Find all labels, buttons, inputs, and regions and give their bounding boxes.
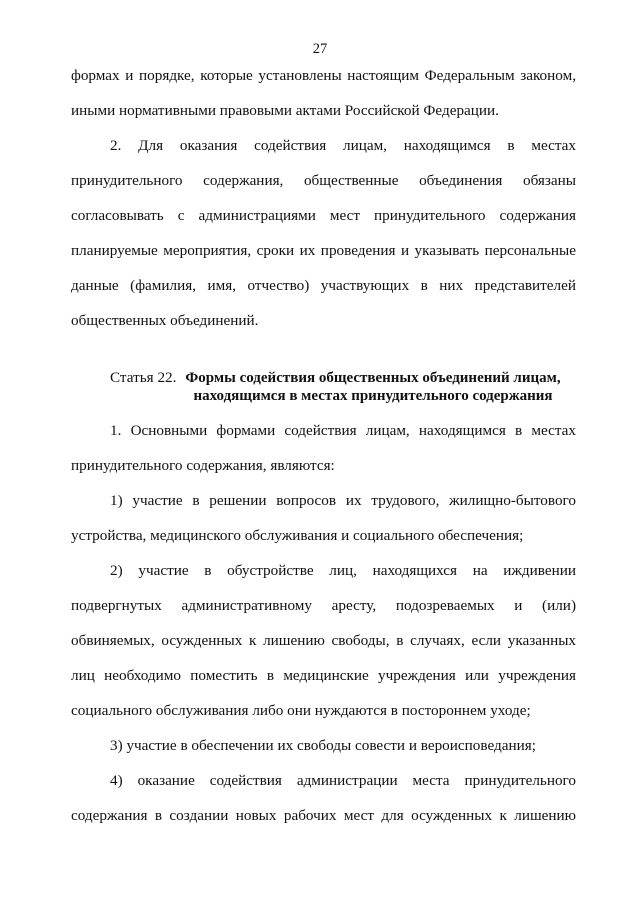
text-line: устройства, медицинского обслуживания и социального обеспечения;	[71, 527, 524, 544]
text-line: подвергнутых административному аресту, подозреваемых и (или)	[71, 597, 576, 614]
text-line: формах и порядке, которые установлены настоящим Федеральным законом,	[71, 67, 576, 84]
text-line: 4) оказание содействия администрации места принудительного	[110, 772, 576, 789]
text-line: 1. Основными формами содействия лицам, находящимся в местах	[110, 422, 576, 439]
text-line: данные (фамилия, имя, отчество) участвующих в них представителей	[71, 277, 576, 294]
text-line: обвиняемых, осужденных к лишению свободы, в случаях, если указанных	[71, 632, 576, 649]
text-line: лиц необходимо поместить в медицинские учреждения или учреждения	[71, 667, 576, 684]
text-line: согласовывать с администрациями мест принудительного содержания	[71, 207, 576, 224]
text-line: 2) участие в обустройстве лиц, находящихся на иждивении	[110, 562, 576, 579]
text-line: планируемые мероприятия, сроки их проведения и указывать персональные	[71, 242, 576, 259]
text-line: принудительного содержания, общественные объединения обязаны	[71, 172, 576, 189]
article-title-line: находящимся в местах принудительного содержания	[193, 388, 553, 404]
text-line: иными нормативными правовыми актами Российской Федерации.	[71, 102, 499, 119]
text-line: содержания в создании новых рабочих мест для осужденных к лишению	[71, 807, 576, 824]
text-line: 3) участие в обеспечении их свободы совести и вероисповедания;	[110, 737, 536, 754]
text-line: 2. Для оказания содействия лицам, находящимся в местах	[110, 137, 576, 154]
page-number: 27	[312, 41, 328, 57]
text-line: принудительного содержания, являются:	[71, 457, 335, 474]
article-title-line: Формы содействия общественных объединений лицам,	[185, 370, 561, 386]
text-line: социального обслуживания либо они нуждаются в постороннем уходе;	[71, 702, 531, 719]
text-line: общественных объединений.	[71, 312, 259, 329]
article-label: Статья 22.	[110, 369, 177, 386]
text-line: 1) участие в решении вопросов их трудового, жилищно-бытового	[110, 492, 576, 509]
